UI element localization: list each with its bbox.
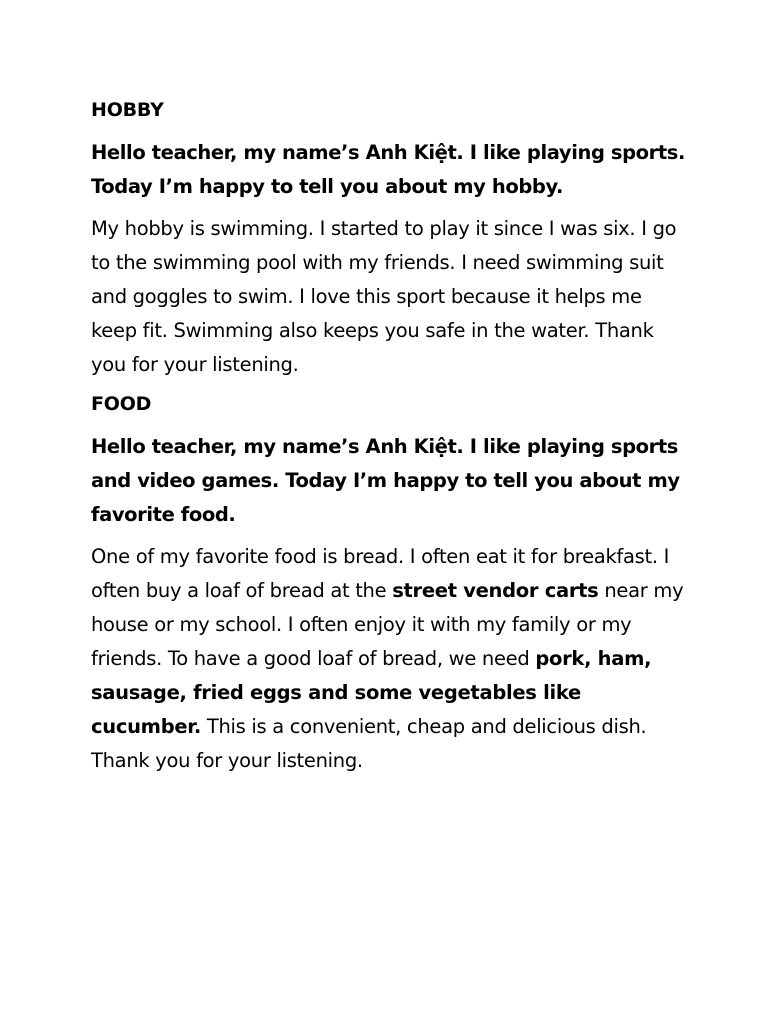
hobby-heading: HOBBY <box>91 99 164 121</box>
hobby-section <box>91 96 691 382</box>
food-body-text-2: near my house or my school. I often enjoy it with my family or my friends. To have a good loaf of bread, we need <box>91 579 684 670</box>
food-section <box>91 390 691 778</box>
food-body-text-3: This is a convenient, cheap and delicious dish. Thank you for your listening. <box>91 715 647 772</box>
hobby-body: My hobby is swimming. I started to play it since I was six. I go to the swimming pool with my friends. I need swimming suit and goggles to swim. I love this sport because it helps me keep fit. Swimming also keeps you safe in the water. Thank you for your listening. <box>91 217 677 376</box>
hobby-intro: Hello teacher, my name’s Anh Kiệt. I like playing sports. Today I’m happy to tell you about my hobby. <box>91 141 686 198</box>
food-intro: Hello teacher, my name’s Anh Kiệt. I like playing sports and video games. Today I’m happy to tell you about my favorite food. <box>91 435 680 526</box>
food-body-bold-1: street vendor carts <box>392 579 599 602</box>
document-page <box>91 96 691 786</box>
food-body-text-1: One of my favorite food is bread. I often eat it for breakfast. I often buy a loaf of bread at the <box>91 545 670 602</box>
food-heading: FOOD <box>91 393 152 415</box>
food-body-bold-2: pork, ham, sausage, fried eggs and some vegetables like cucumber. <box>91 647 652 738</box>
food-body <box>91 540 691 778</box>
